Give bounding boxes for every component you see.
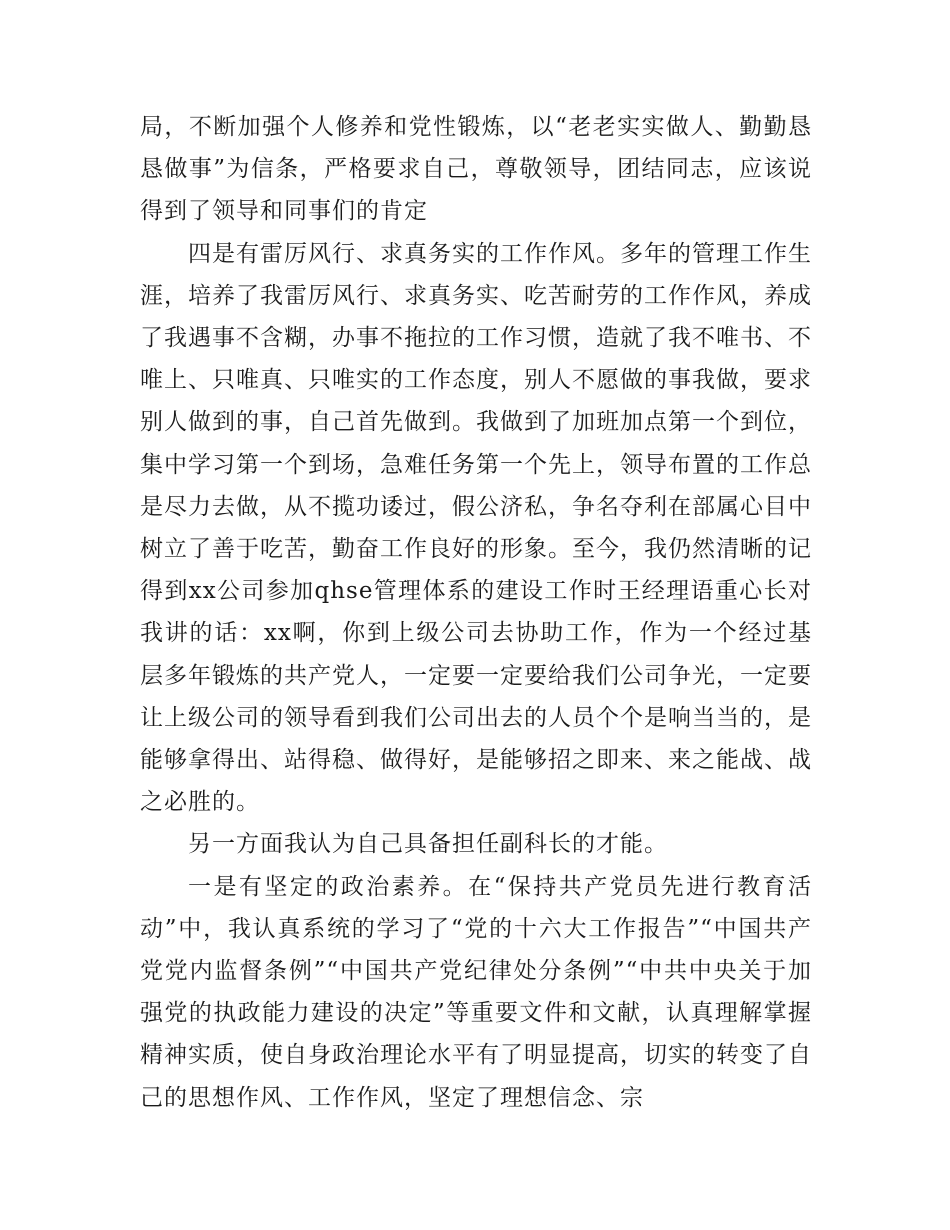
document-body — [140, 106, 812, 1119]
paragraph-ability-intro: 另一方面我认为自己具备担任副科长的才能。 — [188, 831, 668, 858]
paragraph-continuation: 局，不断加强个人修养和党性锻炼，以“老老实实做人、勤勤恳恳做事”为信条，严格要求自己，尊敬领导，团结同志，应该说得到了领导和同事们的肯定 — [140, 114, 812, 225]
paragraph-work-style: 四是有雷厉风行、求真务实的工作作风。多年的管理工作生涯，培养了我雷厉风行、求真务实、吃苦耐劳的工作作风，养成了我遇事不含糊，办事不拖拉的工作习惯，造就了我不唯书、不唯上、只唯真、只唯实的工作态度，别人不愿做的事我做，要求别人做到的事，自己首先做到。我做到了加班加点第一个到位，集中学习第一个到场，急难任务第一个先上，领导布置的工作总是尽力去做，从不揽功诿过，假公济私，争名夺利在部属心目中树立了善于吃苦，勤奋工作良好的形象。至今，我仍然清晰的记得到xx公司参加qhse管理体系的建设工作时王经理语重心长对我讲的话：xx啊，你到上级公司去协助工作，作为一个经过基层多年锻炼的共产党人，一定要一定要给我们公司争光，一定要让上级公司的领导看到我们公司出去的人员个个是响当当的，是能够拿得出、站得稳、做得好，是能够招之即来、来之能战、战之必胜的。 — [140, 240, 812, 816]
paragraph-political-quality: 一是有坚定的政治素养。在“保持共产党员先进行教育活动”中，我认真系统的学习了“党的十六大工作报告”“中国共产党党内监督条例”“中国共产党纪律处分条例”“中共中央关于加强党的执政能力建设的决定”等重要文件和文献，认真理解掌握精神实质，使自身政治理论水平有了明显提高，切实的转变了自己的思想作风、工作作风，坚定了理想信念、宗 — [140, 873, 812, 1111]
